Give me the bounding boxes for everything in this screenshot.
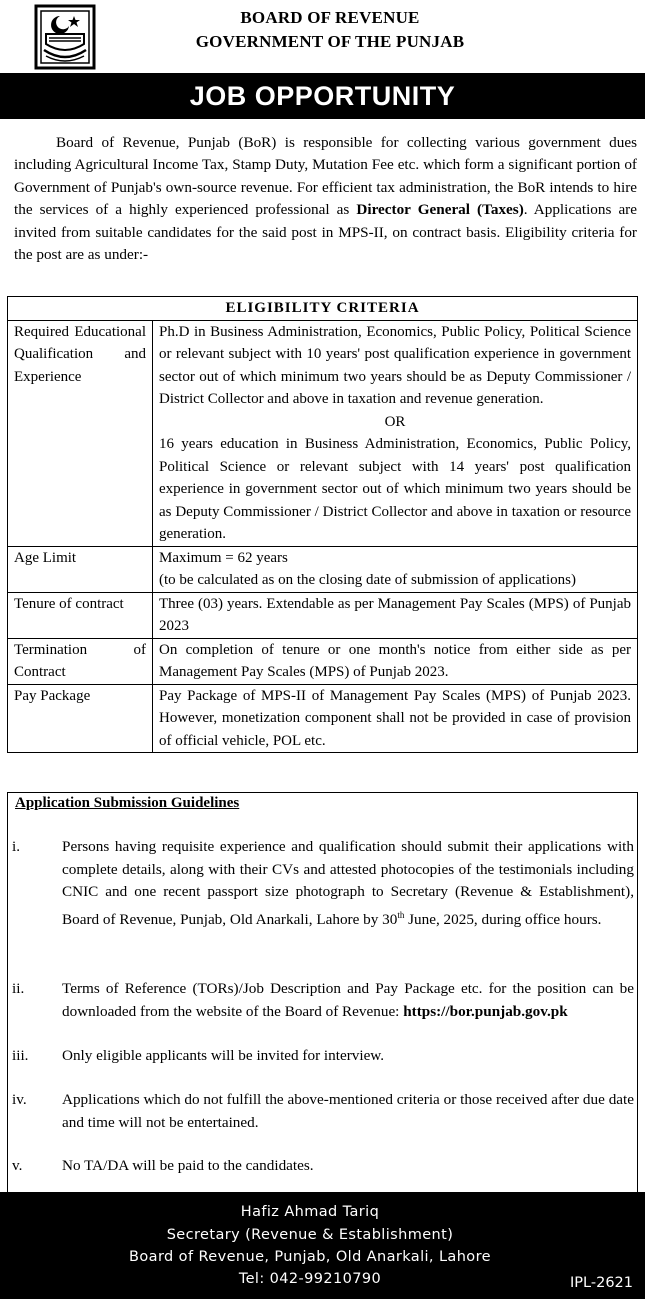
table-row	[8, 638, 638, 684]
item-text: Applications which do not fulfill the above-mentioned criteria or those received after due date and time will not be entertained.	[62, 1091, 634, 1131]
list-item	[12, 1089, 634, 1134]
item-text: No TA/DA will be paid to the candidates.	[62, 1157, 314, 1174]
signatory-name: Hafiz Ahmad Tariq	[240, 1204, 380, 1220]
intro-text-1: Board of Revenue, Punjab (BoR) is responsible for collecting various government dues including Agricultural Income Tax, Stamp Duty, Mutation Fee etc. which form a significant portion of Government of Punjab's own-source revenue. For efficient tax administration, the BoR intends to hire the services of a highly experienced professional as	[14, 134, 637, 219]
criteria-text: Ph.D in Business Administration, Economics, Public Policy, Political Science or relevant subject with 10 years' post qualification experience in government sector out of which minimum two years should be as Deputy Commissioner / District Collector and above in taxation and revenue generation.	[159, 323, 631, 407]
row-value: Three (03) years. Extendable as per Management Pay Scales (MPS) of Punjab 2023	[153, 592, 638, 638]
list-item	[12, 978, 634, 1023]
row-label: Pay Package	[8, 684, 153, 753]
or-label: OR	[384, 413, 406, 430]
header	[0, 0, 645, 75]
header-line-1: BOARD OF REVENUE	[240, 8, 420, 27]
row-label: Age Limit	[8, 546, 153, 592]
item-number: iii.	[12, 1047, 29, 1064]
table-row	[8, 320, 638, 546]
item-text	[62, 836, 634, 931]
item-number: iv.	[12, 1091, 27, 1108]
item-number: v.	[12, 1157, 23, 1174]
eligibility-table	[7, 296, 638, 753]
row-value	[153, 546, 638, 592]
post-title: Director General (Taxes)	[356, 201, 524, 219]
signatory-tel: Tel: 042-99210790	[238, 1271, 382, 1287]
row-label: Required Educational Qualification and Experience	[8, 320, 153, 546]
item-sup: th	[397, 909, 405, 920]
list-item	[12, 1045, 634, 1068]
item-number: i.	[12, 838, 21, 855]
row-value: Pay Package of MPS-II of Management Pay Scales (MPS) of Punjab 2023. However, monetization component shall not be provided in case of provision of official vehicle, POL etc.	[153, 684, 638, 753]
intro-paragraph	[14, 132, 637, 266]
job-opportunity-banner: JOB OPPORTUNITY	[0, 73, 645, 119]
item-number: ii.	[12, 980, 25, 997]
header-line-2: GOVERNMENT OF THE PUNJAB	[195, 32, 465, 51]
row-label: Termination of Contract	[8, 638, 153, 684]
item-text-a: Terms of Reference (TORs)/Job Description and Pay Package etc. for the position can be downloaded from the website of the Board of Revenue:	[62, 980, 634, 1020]
intro-text-2: . Applications are invited from suitable candidates for the said post in MPS-II, on contract basis. Eligibility criteria for the post are as under:-	[14, 201, 637, 264]
website-link[interactable]: https://bor.punjab.gov.pk	[403, 1002, 568, 1020]
table-row	[8, 546, 638, 592]
criteria-text: Maximum = 62 years	[159, 549, 288, 566]
signatory-designation: Secretary (Revenue & Establishment)	[166, 1227, 454, 1243]
punjab-emblem-icon	[30, 2, 100, 72]
item-text-a: Persons having requisite experience and qualification should submit their applications with complete details, along with their CVs and attested photocopies of the testimonials including CNIC and one recent passport size photograph to Secretary (Revenue & Establishment), Board of Revenue, Punjab, Old Anarkali, Lahore by 30	[62, 838, 634, 928]
signatory-address: Board of Revenue, Punjab, Old Anarkali, Lahore	[129, 1249, 491, 1265]
table-row	[8, 684, 638, 753]
guidelines-title: Application Submission Guidelines	[15, 795, 240, 811]
criteria-text: 16 years education in Business Administration, Economics, Public Policy, Political Science or relevant subject with 14 years' post qualification experience in government sector out of which minimum two years should be as Deputy Commissioner / District Collector and above in taxation or resource generation.	[159, 436, 631, 542]
item-text-b: June, 2025, during office hours.	[404, 910, 602, 928]
item-text: Only eligible applicants will be invited for interview.	[62, 1047, 385, 1064]
row-value	[153, 320, 638, 546]
eligibility-heading: ELIGIBILITY CRITERIA	[8, 297, 638, 321]
item-text	[62, 978, 634, 1023]
row-value: On completion of tenure or one month's notice from either side as per Management Pay Scales (MPS) of Punjab 2023.	[153, 638, 638, 684]
list-item	[12, 1155, 634, 1178]
footer	[0, 1192, 645, 1299]
table-row	[8, 592, 638, 638]
ad-code: IPL-2621	[570, 1275, 633, 1291]
list-item	[12, 836, 634, 931]
criteria-text: (to be calculated as on the closing date of submission of applications)	[159, 572, 576, 588]
row-label: Tenure of contract	[8, 592, 153, 638]
